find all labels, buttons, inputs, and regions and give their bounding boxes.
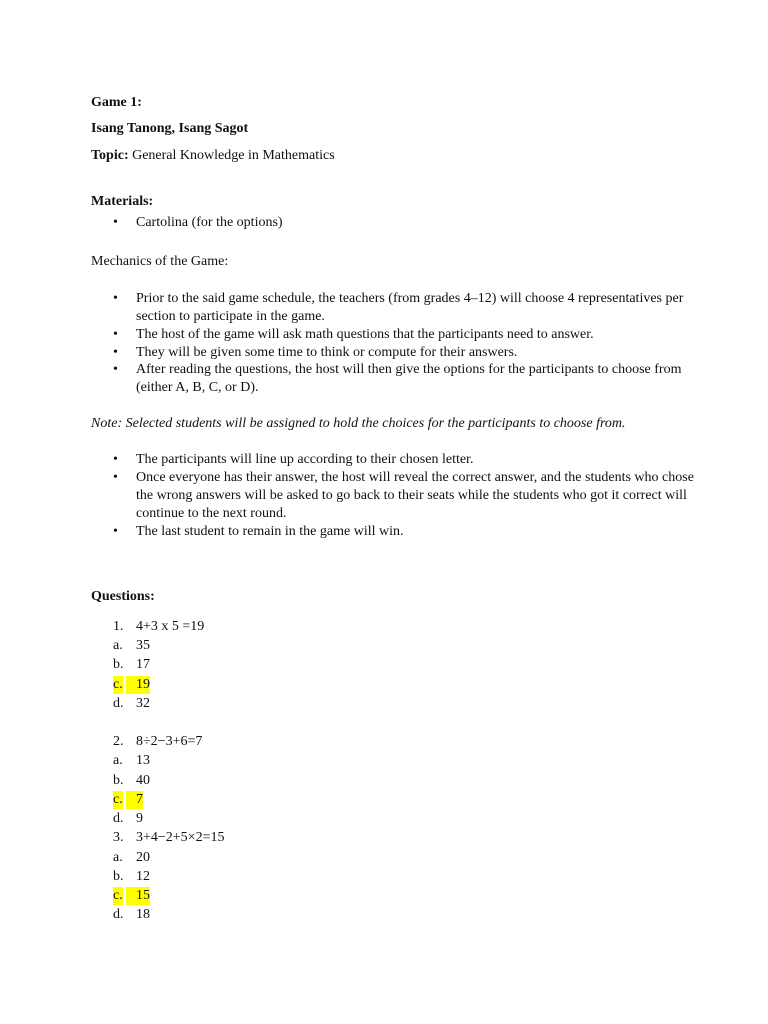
game-label: Game 1: (91, 95, 142, 110)
option-value: 35 (136, 638, 150, 653)
note-text: Note: Selected students will be assigned to hold the choices for the participants to choose from. (91, 416, 626, 431)
bullet-icon: • (113, 452, 118, 467)
option-value: 32 (136, 696, 150, 711)
list-item (0, 290, 768, 326)
mechanics-item: The participants will line up according to their chosen letter. (136, 452, 474, 467)
option-letter: c. (113, 888, 123, 903)
option-letter: d. (113, 907, 124, 922)
topic-value: General Knowledge in Mathematics (132, 148, 335, 163)
mechanics-item: They will be given some time to think or compute for their answers. (136, 345, 518, 360)
option-letter: d. (113, 696, 124, 711)
mechanics-item: After reading the questions, the host will then give the options for the participants to choose from (either A, B, C, or D). (136, 362, 682, 395)
option-value: 19 (136, 677, 150, 692)
bullet-icon: • (113, 291, 118, 306)
bullet-icon: • (113, 470, 118, 485)
question-number: 1. (113, 619, 124, 634)
option-value: 20 (136, 850, 150, 865)
materials-heading: Materials: (91, 194, 154, 209)
bullet-icon: • (113, 345, 118, 360)
topic-label: Topic: (91, 148, 129, 163)
option-value: 15 (136, 888, 150, 903)
mechanics-item: The last student to remain in the game will win. (136, 524, 404, 539)
question-text: 4+3 x 5 =19 (136, 619, 205, 634)
mechanics-item: Once everyone has their answer, the host will reveal the correct answer, and the students who chose the wrong answers will be asked to go back to their seats while the students who got it correct will continue to the next round. (136, 470, 694, 521)
option-value: 12 (136, 869, 150, 884)
mechanics-heading: Mechanics of the Game: (91, 254, 229, 269)
mechanics-item: The host of the game will ask math questions that the participants need to answer. (136, 327, 594, 342)
bullet-icon: • (113, 362, 118, 377)
question-text: 8÷2−3+6=7 (136, 734, 203, 749)
option-letter: a. (113, 638, 123, 653)
option-letter: b. (113, 657, 124, 672)
highlight-gap (126, 676, 136, 694)
question-number: 2. (113, 734, 124, 749)
bullet-icon: • (113, 327, 118, 342)
option-letter: b. (113, 869, 124, 884)
highlight-gap (126, 887, 136, 905)
option-letter: c. (113, 792, 123, 807)
option-letter: b. (113, 773, 124, 788)
option-letter: c. (113, 677, 123, 692)
option-value: 40 (136, 773, 150, 788)
question-text: 3+4−2+5×2=15 (136, 830, 225, 845)
option-value: 13 (136, 753, 150, 768)
option-letter: a. (113, 753, 123, 768)
materials-item: Cartolina (for the options) (136, 215, 283, 230)
option-letter: a. (113, 850, 123, 865)
highlight-gap (126, 791, 136, 809)
option-value: 9 (136, 811, 143, 826)
option-value: 17 (136, 657, 150, 672)
option-value: 7 (136, 792, 143, 807)
topic-line (91, 147, 335, 165)
option-value: 18 (136, 907, 150, 922)
game-title: Isang Tanong, Isang Sagot (91, 121, 249, 136)
question-number: 3. (113, 830, 124, 845)
questions-heading: Questions: (91, 589, 155, 604)
bullet-icon: • (113, 524, 118, 539)
bullet-icon: • (113, 215, 118, 230)
option-letter: d. (113, 811, 124, 826)
mechanics-item: Prior to the said game schedule, the teachers (from grades 4–12) will choose 4 representatives per section to participate in the game. (136, 291, 684, 324)
